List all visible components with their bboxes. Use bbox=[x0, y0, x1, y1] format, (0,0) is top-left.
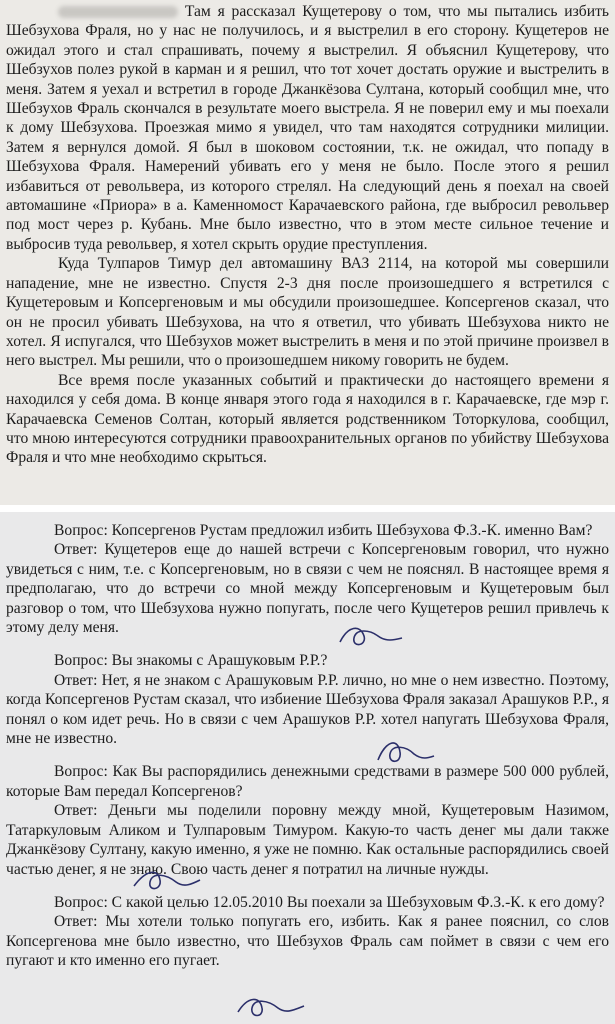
handwritten-signature-4 bbox=[230, 990, 310, 1022]
answer-4: Ответ: Мы хотели только попугать его, избить. Как я ранее пояснил, со слов Копсергенова мне было известно, что Шебзухов Фраль сам поймет в связи с чем его пугают и кто именно его пугает. bbox=[6, 913, 609, 970]
page-top-text bbox=[6, 2, 609, 468]
page-bottom-text bbox=[6, 521, 609, 985]
question-4: Вопрос: С какой целью 12.05.2010 Вы поехали за Шебзуховым Ф.З.-К. к его дому? bbox=[54, 893, 605, 911]
answer-2: Ответ: Нет, я не знаком с Арашуковым Р.Р. лично, но мне о нем известно. Поэтому, когда Копсергенов Рустам сказал, что избиение Шебзухова Фраля заказал Арашуков Р.Р., я понял о ком идет речь. Но в связи с чем Арашуков Р.Р. хотел напугать Шебзухова Фраля, мне не известно. bbox=[6, 671, 609, 748]
answer-1: Ответ: Кущетеров еще до нашей встречи с Копсергеновым говорил, что нужно увидеться с ним, т.е. с Копсергеновым, но в связи с чем не пояснял. В настоящее время я предполагаю, что до встречи со мной между Копсергеновым и Кущетеровым был разговор о том, что Шебзухова нужно попугать, после чего Кущетеров решил привлечь к этому делу меня. bbox=[6, 541, 609, 637]
paragraph-1 bbox=[6, 2, 609, 254]
question-2: Вопрос: Вы знакомы с Арашуковым Р.Р.? bbox=[54, 652, 328, 670]
qa-block-2 bbox=[6, 651, 609, 748]
redaction-mark bbox=[58, 6, 178, 18]
document-page-top bbox=[0, 0, 615, 505]
qa-block-4 bbox=[6, 893, 609, 971]
qa-block-3 bbox=[6, 762, 609, 878]
paragraph-1-text: Там я рассказал Кущетерову о том, что мы пытались избить Шебзухова Фраля, но у нас не получилось, и я выстрелил в его сторону. Кущетеров не ожидал этого и стал спрашивать, почему я выстрелил. Я объяснил Кущетерову, что Шебзухов полез рукой в карман и я решил, что тот хочет достать оружие и выстрелить в меня. Затем я уехал и встретил в городе Джанкёзова Султана, который сообщил мне, что Шебзухов Фраль скончался в результате моего выстрела. Я не поверил ему и мы поехали к дому Шебзухова. Проезжая мимо я увидел, что там находятся сотрудники милиции. Затем я вернулся домой. Я был в шоковом состоянии, т.к. не ожидал, что попаду в Шебзухова Фраля. Намерений убивать его у меня не было. После этого я решил избавиться от револьвера, из которого стрелял. На следующий день я поехал на своей автомашине «Приора» в а. Каменномост Карачаевского района, где выбросил револьвер под мост через р. Кубань. Мне было известно, что в этом месте сильное течение и выбросив туда револьвер, я хотел скрыть орудие преступления. bbox=[6, 3, 610, 253]
paragraph-3: Все время после указанных событий и практически до настоящего времени я находился у себя дома. В конце января этого года я находился в г. Карачаевске, где мэр г. Карачаевска Семенов Солтан, который является родственником Тоторкулова, сообщил, что мною интересуются сотрудники правоохранительных органов по убийству Шебзухова Фраля и что мне необходимо скрыться. bbox=[6, 371, 609, 467]
answer-3: Ответ: Деньги мы поделили поровну между мной, Кущетеровым Назимом, Татаркуловым Аликом и Тулпаровым Тимуром. Какую-то часть денег мы дали также Джанкёзову Султану, какую именно, я уже не помню. Как остальные распорядились своей частью денег, я не знаю. Свою часть денег я потратил на личные нужды. bbox=[6, 802, 609, 878]
question-3: Вопрос: Как Вы распорядились денежными средствами в размере 500 000 рублей, которые Вам передал Копсергенов? bbox=[6, 763, 609, 800]
paragraph-2: Куда Тулпаров Тимур дел автомашину ВАЗ 2114, на которой мы совершили нападение, мне не известно. Спустя 2-3 дня после произошедшего я встретился с Кущетеровым и Копсергеновым и мы обсудили произошедшее. Копсергенов сказал, что он не просил убивать Шебзухова, на что я ответил, что убивать Шебзухова никто не хотел. Я испугался, что Шебзухов может выстрелить в меня и по этой причине произвел в него выстрел. Мы решили, что о произошедшем никому говорить не будем. bbox=[6, 255, 609, 370]
question-1: Вопрос: Копсергенов Рустам предложил избить Шебзухова Ф.З.-К. именно Вам? bbox=[54, 522, 593, 539]
document-page-bottom bbox=[0, 512, 615, 1024]
page-gap bbox=[0, 505, 615, 512]
qa-block-1 bbox=[6, 521, 609, 637]
